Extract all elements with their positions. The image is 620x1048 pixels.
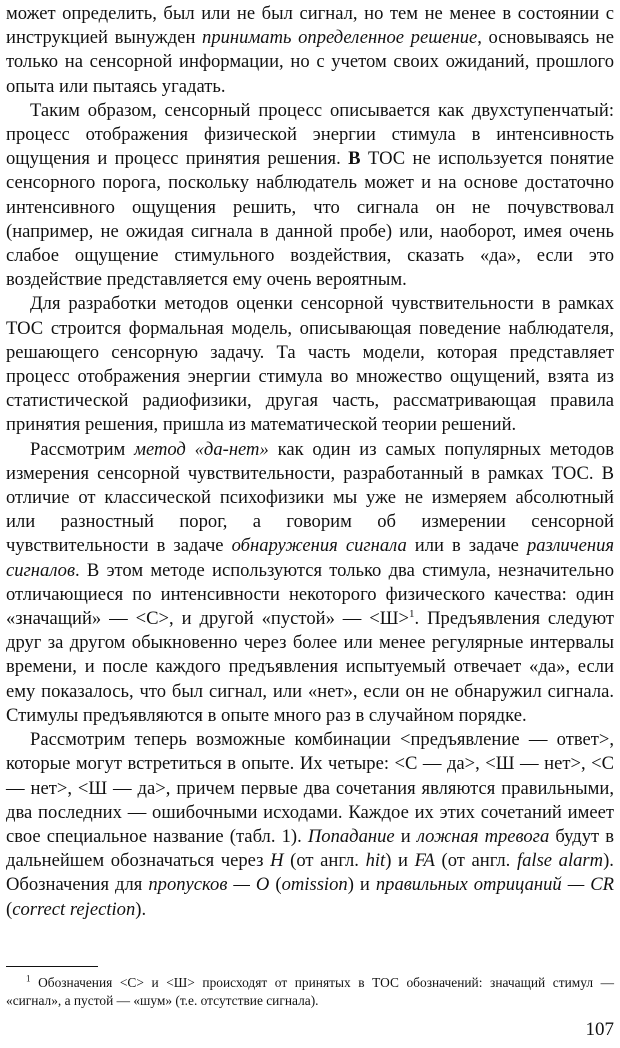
bold-text: В (348, 148, 361, 170)
footnote (6, 974, 614, 1010)
italic-term: FA (414, 850, 435, 872)
italic-term: H (270, 850, 284, 872)
text-run: может определить, был или не был сигнал, но тем не менее в состоянии с инструкцией вынужден (6, 3, 614, 49)
text-run: ТОС не используется понятие сенсорного порога, поскольку наблюдатель может и на основе достаточно интенсивного ощущения решить, что сигнала он не почувствовал (например, не ожидая сигнала в данной пробе) или, наоборот, имея очень слабое ощущение стимульного воздействия, сказать «да», если это воздействие представляется ему очень вероятным. (6, 148, 614, 291)
text-run: и (394, 825, 417, 847)
text-run: будут в дальнейшем обозначаться через (6, 825, 615, 872)
text-run: , основываясь не только на сенсорной информации, но с учетом своих ожиданий, прошлого опыта или пытаясь угадать. (6, 27, 614, 97)
text-run: как один из самых популярных методов измерения сенсорной чувствительности, разработанный в рамках ТОС. В отличие от классической психофизики мы уже не измеряем абсолютный или разностный порог, а говорим об измерении сенсорной чувствительности в задаче (6, 438, 614, 557)
text-run: ( (269, 874, 282, 896)
footnote-text: Обозначения <С> и <Ш> происходят от принятых в ТОС обозначений: значащий стимул — «сигнал», а пустой — «шум» (т.е. отсутствие сигнала). (6, 975, 614, 1008)
italic-term: false alarm (516, 850, 604, 872)
text-run: Рассмотрим теперь возможные комбинации <предъявление — ответ>, которые могут встретиться в опыте. Их четыре: <С — да>, <Ш — нет>, <С — нет>, <Ш — да>, причем первые два сочетания являются правильными, два последних — ошибочными исходами. Каждое их этих сочетаний имеет свое специальное название (табл. 1). (6, 729, 614, 847)
text-run: (от англ. (434, 850, 517, 872)
italic-term: метод «да-нет» (134, 438, 269, 460)
text-run: Таким образом, сенсорный процесс описывается как двухступенчатый: процесс отображения физической энергии стимула в интенсивность ощущения и процесс принятия решения. (6, 99, 614, 170)
footnote-marker: 1 (26, 973, 31, 984)
text-run: ). Обозначения для (6, 850, 614, 896)
italic-term: ложная тревога (416, 825, 550, 847)
italic-term: Попадание (307, 825, 395, 847)
paragraph-p5 (6, 728, 614, 922)
text-run: Рассмотрим (30, 438, 135, 460)
italic-term: correct rejection (12, 898, 136, 920)
paragraph-p1 (6, 2, 614, 99)
italic-term: пропусков — O (148, 874, 270, 896)
text-run: ( (6, 898, 13, 920)
text-run: Для разработки методов оценки сенсорной чувствительности в рамках ТОС строится формальная модель, описывающая поведение наблюдателя, решающего сенсорную задачу. Та часть модели, которая представляет процесс отображения энергии стимула во множество ощущений, взята из статистической радиофизики, другая часть, рассматривающая правила принятия решения, пришла из математической теории решений. (6, 293, 614, 436)
italic-term: правильных отрицаний — CR (375, 874, 614, 896)
text-run: . Предъявления следуют друг за другом обыкновенно через более или менее регулярные интервалы времени, и после каждого предъявления испытуемый отвечает «да», если ему показалось, что был сигнал, или «нет», если он не обнаружил сигнала. Стимулы предъявляются в опыте много раз в случайном порядке. (6, 608, 614, 726)
page-number: 107 (585, 1019, 614, 1040)
italic-term: различения сигналов (6, 535, 615, 581)
italic-term: принимать определенное решение (202, 27, 478, 49)
paragraph-p4 (6, 438, 614, 728)
footnote-reference: 1 (409, 607, 415, 620)
paragraph-p2 (6, 99, 614, 293)
text-run: ) и (347, 874, 376, 896)
italic-term: hit (365, 850, 386, 872)
italic-term: omission (281, 874, 348, 896)
paragraph-p3 (6, 292, 614, 437)
text-run: ) и (385, 850, 415, 872)
text-run: (от англ. (283, 850, 366, 872)
footnote-divider (6, 966, 98, 967)
text-run: или в задаче (406, 535, 527, 557)
main-text (6, 2, 614, 922)
text-run: ). (135, 898, 147, 920)
text-run: . В этом методе используются только два стимула, незначительно отличающиеся по интенсивности некоторого физического качества: один «значащий» — <С>, и другой «пустой» — <Ш> (6, 559, 614, 630)
italic-term: обнаружения сигнала (231, 535, 407, 557)
